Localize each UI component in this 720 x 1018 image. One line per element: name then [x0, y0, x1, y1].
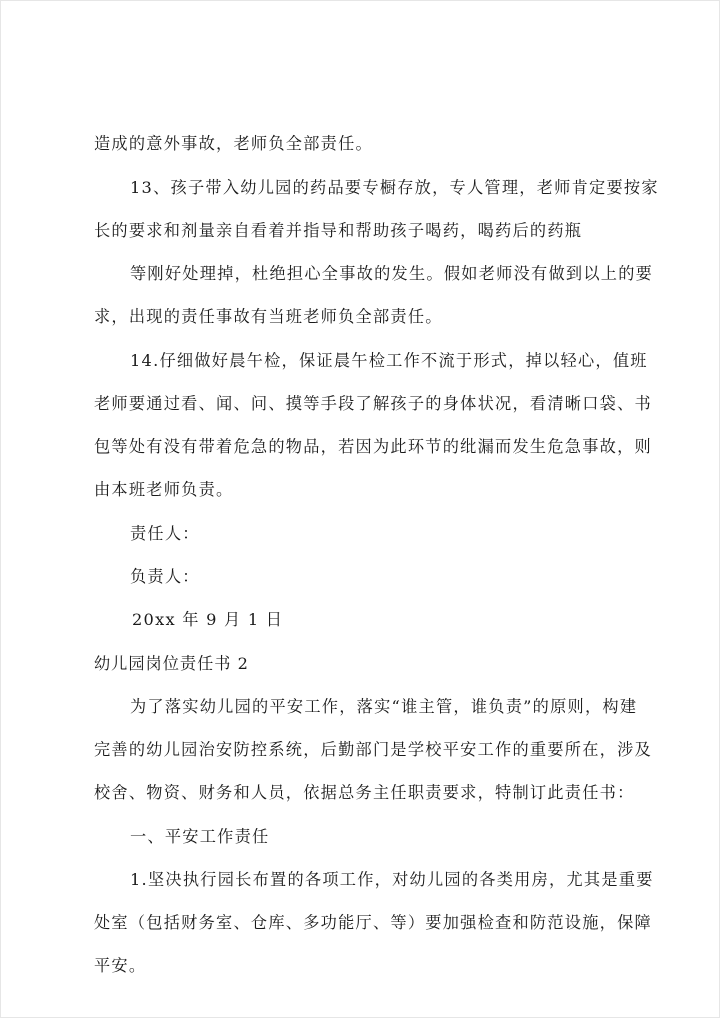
text-line: 长的要求和剂量亲自看着并指导和帮助孩子喝药，喝药后的药瓶 — [94, 221, 583, 240]
person-in-charge-label: 负责人： — [130, 567, 200, 586]
text-line: 为了落实幼儿园的平安工作，落实“谁主管，谁负责”的原则，构建 — [130, 697, 638, 716]
text-line: 等刚好处理掉，杜绝担心全事故的发生。假如老师没有做到以上的要 — [130, 264, 654, 283]
text-line: 造成的意外事故，老师负全部责任。 — [94, 134, 373, 153]
subsection-heading: 一、平安工作责任 — [130, 827, 270, 846]
text-line: 求，出现的责任事故有当班老师负全部责任。 — [94, 307, 443, 326]
text-line: 包等处有没有带着危急的物品，若因为此环节的纰漏而发生危急事故，则 — [94, 437, 652, 456]
text-line: 校舍、物资、财务和人员，依据总务主任职责要求，特制订此责任书： — [94, 783, 635, 802]
text-line: 老师要通过看、闻、问、摸等手段了解孩子的身体状况，看清晰口袋、书 — [94, 394, 652, 413]
text-line: 13、孩子带入幼儿园的药品要专橱存放，专人管理，老师肯定要按家 — [130, 178, 659, 197]
section-title: 幼儿园岗位责任书 2 — [94, 654, 249, 673]
text-line: 由本班老师负责。 — [94, 480, 234, 499]
text-line: 1.坚决执行园长布置的各项工作，对幼儿园的各类用房，尤其是重要 — [130, 870, 654, 889]
text-line: 处室（包括财务室、仓库、多功能厅、等）要加强检查和防范设施，保障 — [94, 913, 652, 932]
text-line: 14.仔细做好晨午检，保证晨午检工作不流于形式，掉以轻心，值班 — [130, 351, 648, 370]
date-line: 20xx 年 9 月 1 日 — [132, 610, 284, 629]
text-line: 平安。 — [94, 956, 147, 975]
responsible-person-label: 责任人： — [130, 524, 200, 543]
text-line: 完善的幼儿园治安防控系统，后勤部门是学校平安工作的重要所在，涉及 — [94, 740, 652, 759]
